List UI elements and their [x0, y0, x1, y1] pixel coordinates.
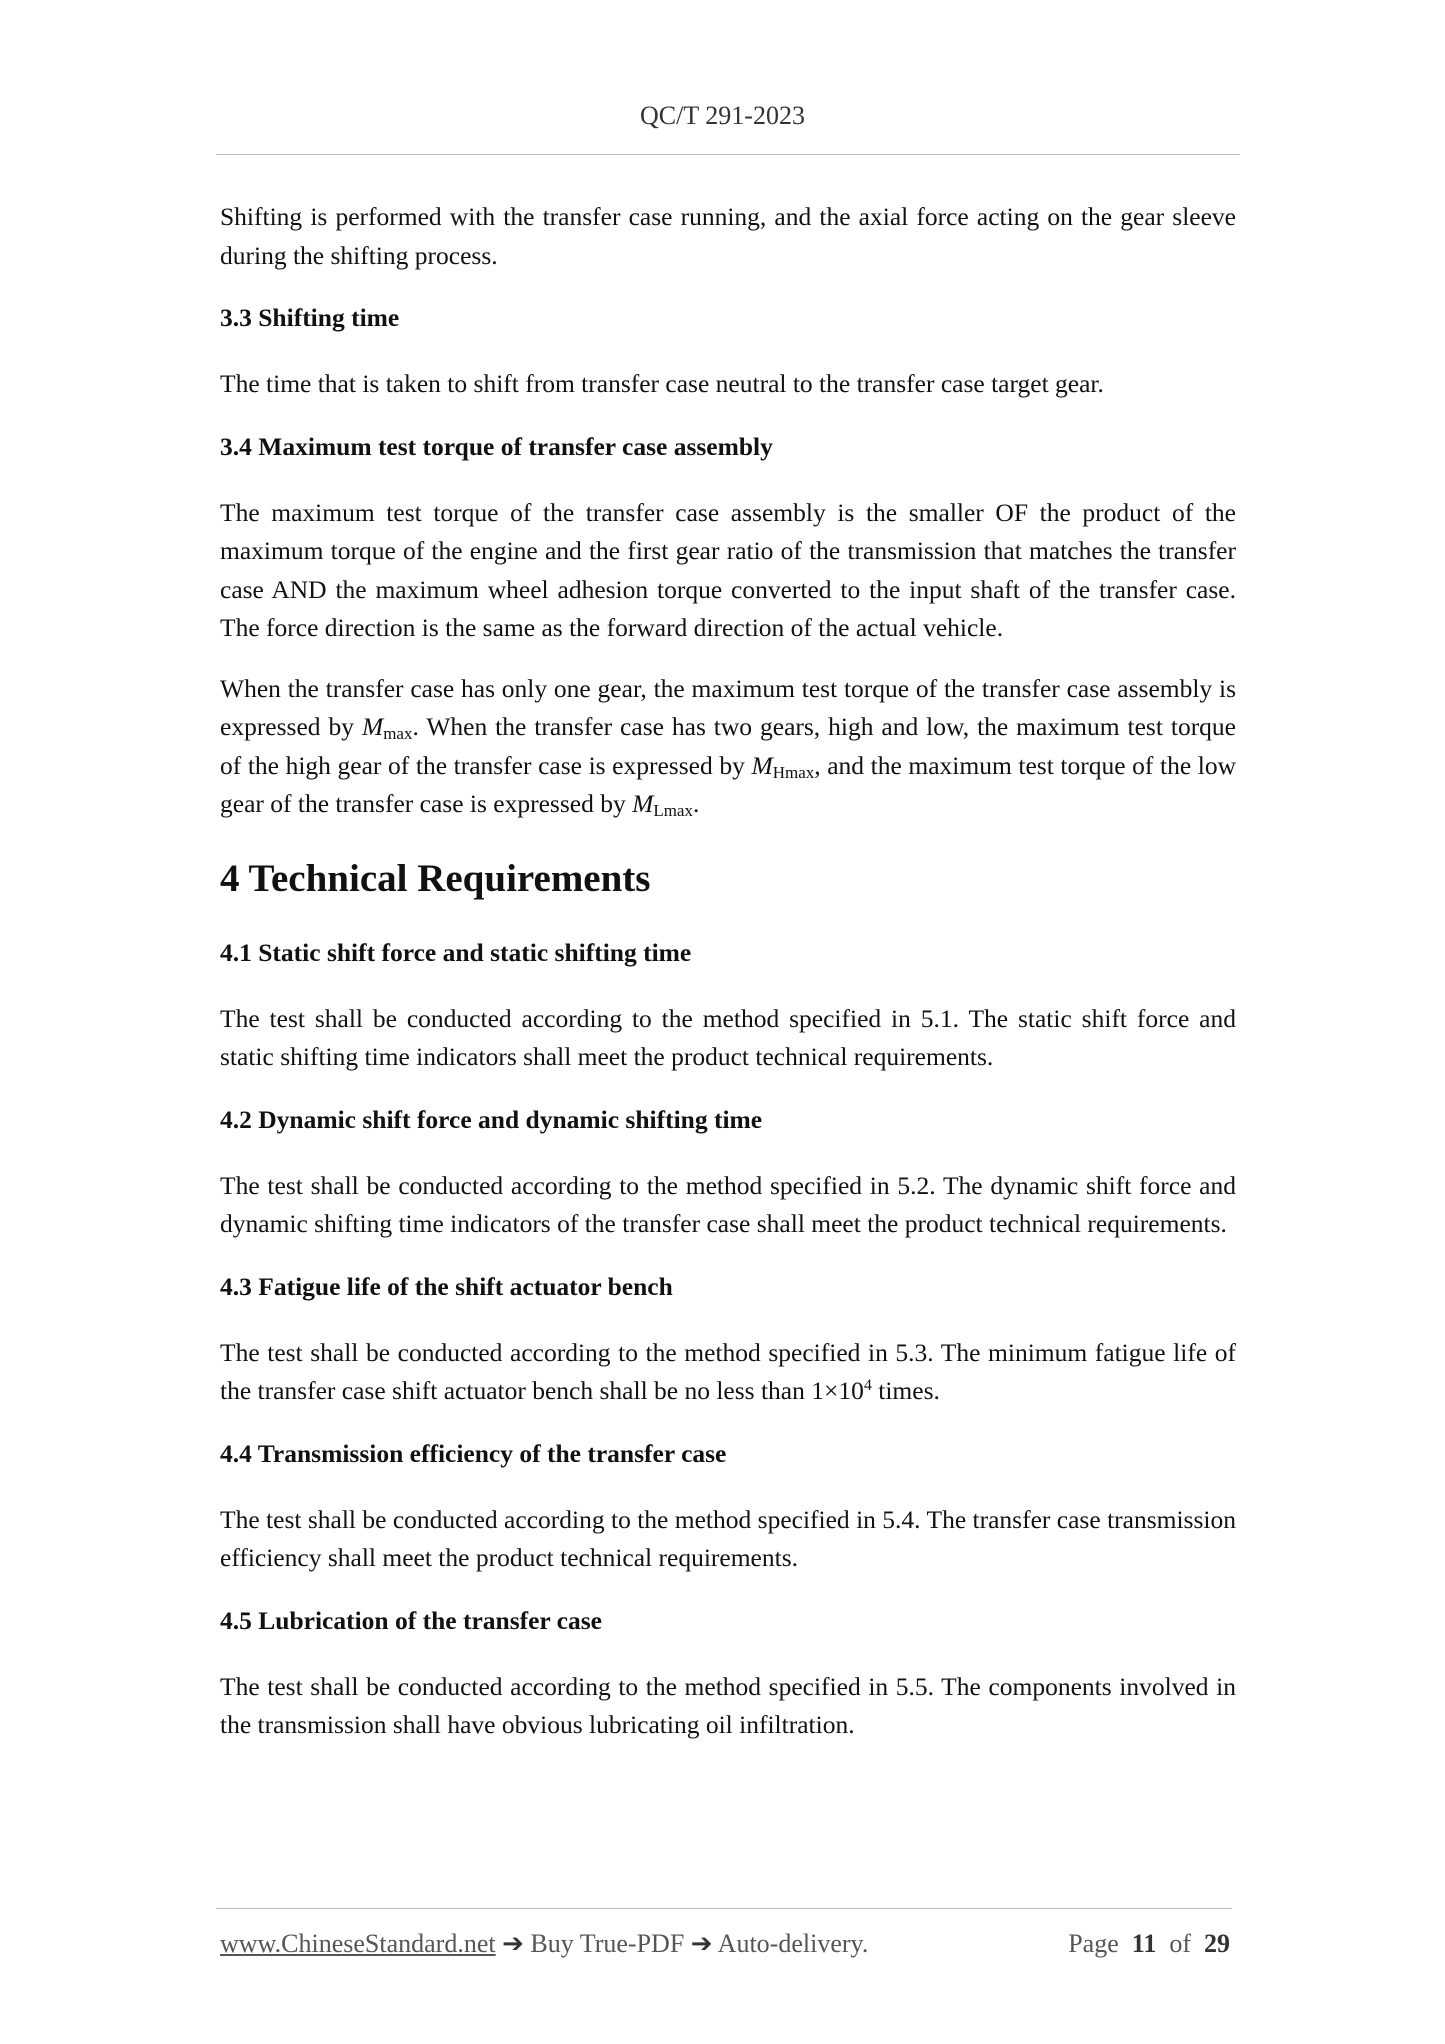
section-heading-4-3: 4.3 Fatigue life of the shift actuator bench: [220, 1271, 673, 1301]
symbol-m: M: [632, 789, 654, 818]
document-header-title: QC/T 291-2023: [640, 101, 805, 130]
header-divider: [216, 154, 1240, 155]
subscript-hmax: Hmax: [772, 762, 815, 782]
section-heading-3-4: 3.4 Maximum test torque of transfer case assembly: [220, 431, 773, 461]
text-segment: .: [692, 789, 700, 818]
symbol-m: M: [361, 712, 384, 741]
paragraph-3-4-b: [220, 670, 1236, 824]
paragraph-intro: Shifting is performed with the transfer case running, and the axial force acting on the gear sleeve during the shifting process.: [220, 202, 1236, 270]
current-page-number: 11: [1131, 1929, 1157, 1958]
arrow-right-icon: ➔: [502, 1929, 524, 1958]
superscript-exponent: 4: [863, 1377, 872, 1394]
page-footer: [220, 1924, 1230, 1964]
symbol-m: M: [751, 750, 773, 780]
page-indicator: [1068, 1924, 1230, 1964]
subscript-max: max: [383, 724, 413, 743]
page-label: Page: [1068, 1929, 1119, 1958]
paragraph-4-1: The test shall be conducted according to the method specified in 5.1. The static shift force and static shifting time indicators shall meet the product technical requirements.: [220, 1003, 1236, 1071]
paragraph-3-4-a: The maximum test torque of the transfer case assembly is the smaller OF the product of the maximum torque of the engine and the first gear ratio of the transmission that matches the transfer case AND the maximum wheel adhesion torque converted to the input shaft of the transfer case. The force direction is the same as the forward direction of the actual vehicle.: [220, 497, 1236, 642]
auto-delivery-text: Auto-delivery.: [717, 1929, 869, 1958]
total-pages-number: 29: [1204, 1929, 1230, 1958]
footer-divider: [216, 1908, 1232, 1909]
section-heading-4-2: 4.2 Dynamic shift force and dynamic shifting time: [220, 1104, 763, 1134]
paragraph-4-3: [220, 1334, 1236, 1411]
paragraph-4-4: The test shall be conducted according to the method specified in 5.4. The transfer case transmission efficiency shall meet the product technical requirements.: [220, 1504, 1236, 1572]
section-heading-4-1: 4.1 Static shift force and static shifting time: [220, 937, 692, 967]
text-segment: , and the maximum test torque of the low gear of the transfer case is expressed by: [220, 750, 1237, 818]
subscript-lmax: Lmax: [653, 801, 693, 820]
paragraph-4-2: The test shall be conducted according to the method specified in 5.2. The dynamic shift force and dynamic shifting time indicators of the transfer case shall meet the product technical requirements.: [220, 1170, 1236, 1238]
chapter-heading-4: 4 Technical Requirements: [220, 856, 651, 900]
website-link[interactable]: www.ChineseStandard.net: [220, 1929, 496, 1958]
text-segment: . When the transfer case has two gears, high and low, the maximum test torque of the high gear of the transfer case is expressed by: [220, 712, 1237, 780]
buy-true-pdf-text: Buy True-PDF: [530, 1929, 685, 1958]
of-label: of: [1169, 1929, 1191, 1958]
text-segment: When the transfer case has only one gear, the maximum test torque of the transfer case assembly is expressed by: [220, 673, 1236, 741]
arrow-right-icon: ➔: [690, 1929, 713, 1958]
section-heading-3-3: 3.3 Shifting time: [220, 303, 400, 332]
section-heading-4-4: 4.4 Transmission efficiency of the transfer case: [220, 1438, 727, 1468]
paragraph-4-5: The test shall be conducted according to the method specified in 5.5. The components involved in the transmission shall have obvious lubricating oil infiltration.: [220, 1671, 1236, 1739]
page-content: [220, 198, 1236, 1745]
text-segment: times.: [871, 1376, 940, 1405]
section-heading-4-5: 4.5 Lubrication of the transfer case: [220, 1605, 602, 1635]
paragraph-3-3: The time that is taken to shift from transfer case neutral to the transfer case target gear.: [220, 369, 1104, 398]
text-segment: The test shall be conducted according to the method specified in 5.3. The minimum fatigue life of the transfer case shift actuator bench shall be no less than 1×10: [220, 1337, 1236, 1405]
